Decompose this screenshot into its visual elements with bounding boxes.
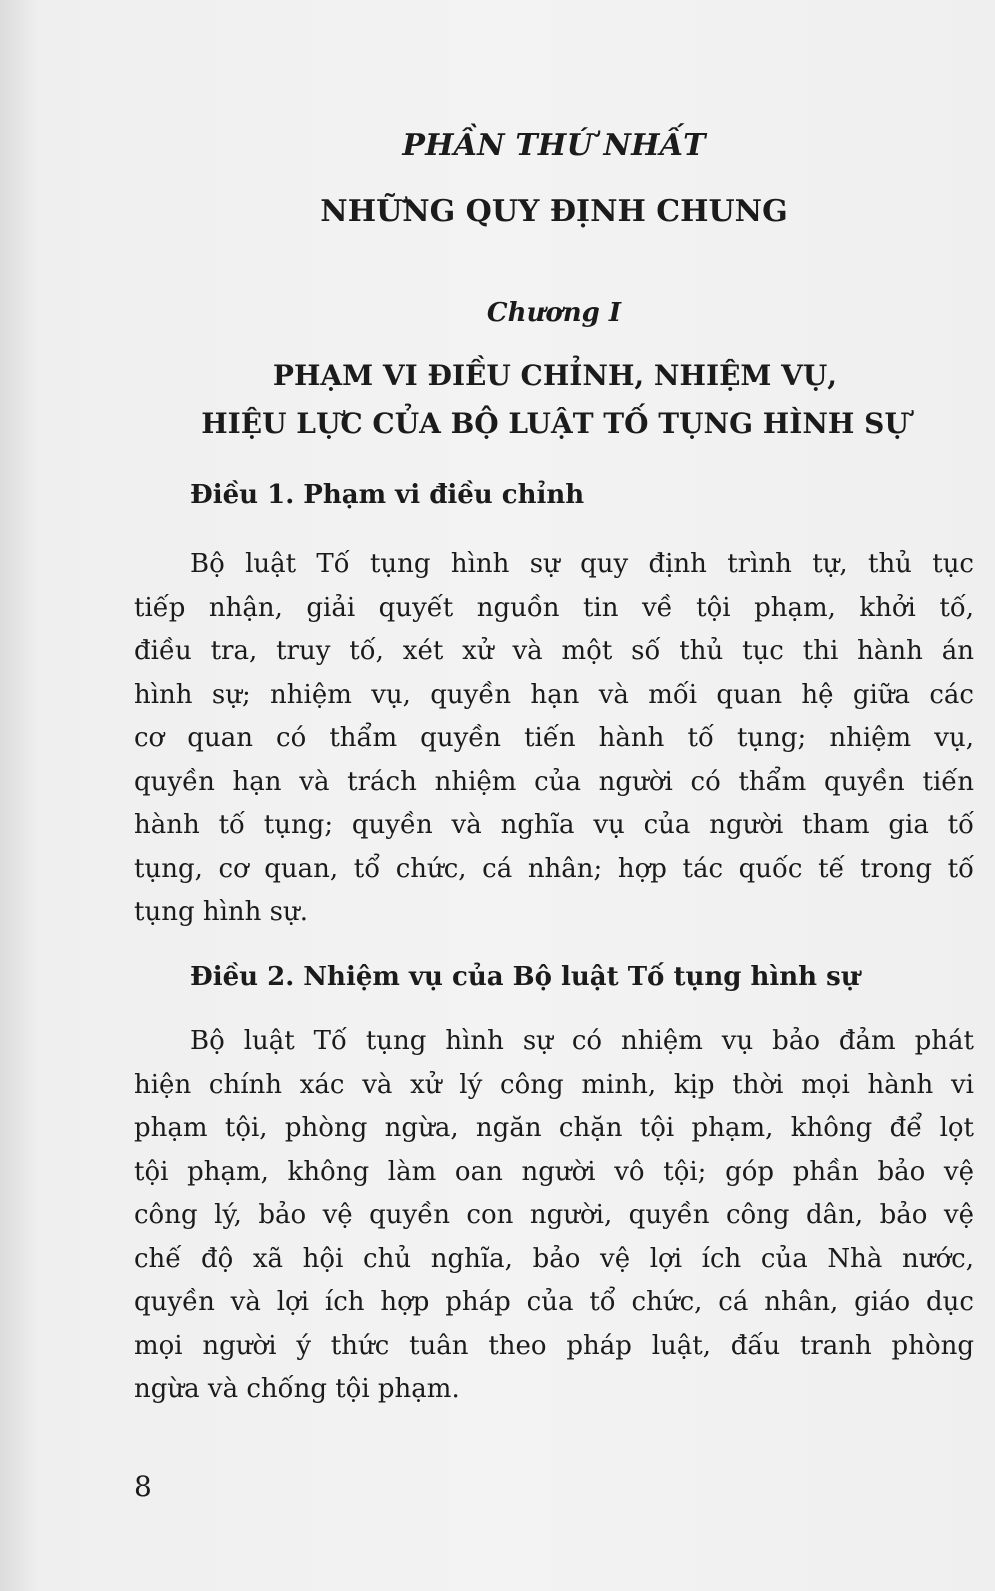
article-1-line: tiếp nhận, giải quyết nguồn tin về tội phạm, khởi tố, — [134, 592, 974, 623]
chapter-name-line: HIỆU LỰC CỦA BỘ LUẬT TỐ TỤNG HÌNH SỰ — [201, 407, 909, 440]
article-2-line: phạm tội, phòng ngừa, ngăn chặn tội phạm, không để lọt — [134, 1113, 974, 1143]
chapter-label: Chương I — [486, 298, 622, 328]
general-title: NHỮNG QUY ĐỊNH CHUNG — [320, 194, 788, 229]
article-2-body — [134, 1020, 974, 1412]
article-2-line: mọi người ý thức tuân theo pháp luật, đấu tranh phòng — [134, 1330, 974, 1361]
article-2-line: công lý, bảo vệ quyền con người, quyền công dân, bảo vệ — [134, 1200, 974, 1230]
article-1-line: tụng hình sự. — [134, 897, 309, 927]
page-number: 8 — [134, 1470, 152, 1503]
article-1-line: cơ quan có thẩm quyền tiến hành tố tụng; nhiệm vụ, — [134, 723, 974, 753]
chapter-name-line: PHẠM VI ĐIỀU CHỈNH, NHIỆM VỤ, — [272, 359, 838, 392]
article-2-line: Bộ luật Tố tụng hình sự có nhiệm vụ bảo đảm phát — [190, 1026, 974, 1056]
article-2-line: quyền và lợi ích hợp pháp của tổ chức, cá nhân, giáo dục — [134, 1287, 974, 1317]
article-1-heading: Điều 1. Phạm vi điều chỉnh — [190, 480, 585, 510]
article-1-line: điều tra, truy tố, xét xử và một số thủ tục thi hành án — [134, 636, 974, 666]
chapter-name — [150, 352, 960, 448]
article-1-line: tụng, cơ quan, tổ chức, cá nhân; hợp tác quốc tế trong tố — [134, 853, 974, 884]
part-title: PHẦN THỨ NHẤT — [402, 128, 706, 163]
article-1-line: quyền hạn và trách nhiệm của người có thẩm quyền tiến — [134, 766, 974, 797]
article-1-line: hình sự; nhiệm vụ, quyền hạn và mối quan hệ giữa các — [134, 679, 974, 710]
article-1-line: Bộ luật Tố tụng hình sự quy định trình tự, thủ tục — [190, 549, 974, 579]
article-2-line: hiện chính xác và xử lý công minh, kịp thời mọi hành vi — [134, 1069, 974, 1100]
article-2-line: ngừa và chống tội phạm. — [134, 1374, 460, 1404]
article-2-line: tội phạm, không làm oan người vô tội; góp phần bảo vệ — [134, 1156, 974, 1187]
article-2-line: chế độ xã hội chủ nghĩa, bảo vệ lợi ích của Nhà nước, — [134, 1243, 974, 1274]
article-2-heading: Điều 2. Nhiệm vụ của Bộ luật Tố tụng hình sự — [190, 962, 860, 992]
article-1-line: hành tố tụng; quyền và nghĩa vụ của người tham gia tố — [134, 810, 974, 840]
article-1-body — [134, 543, 974, 935]
